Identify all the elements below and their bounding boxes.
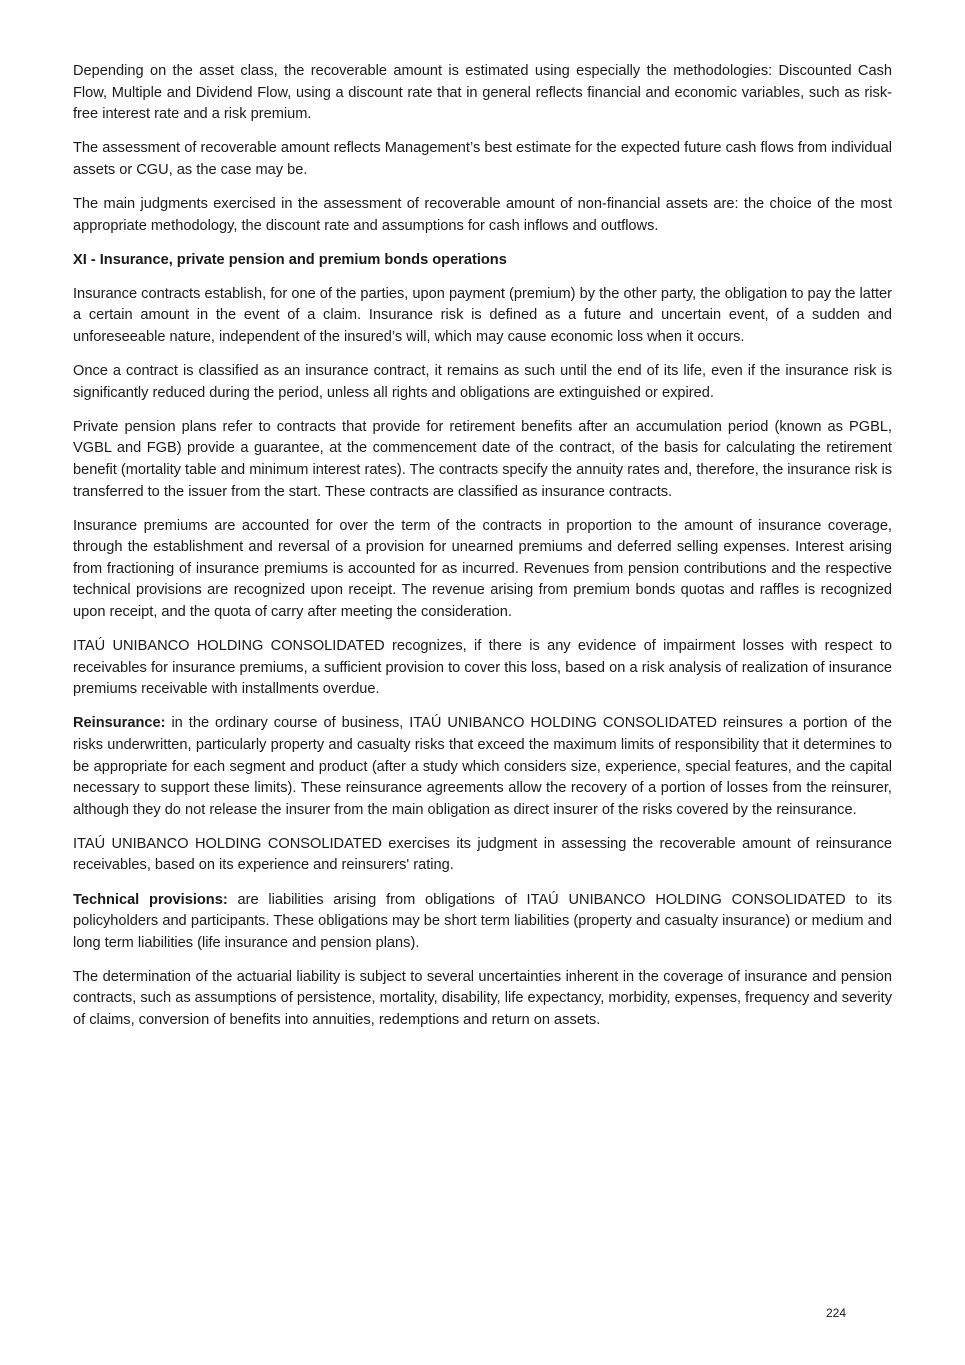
paragraph-impairment-receivables: ITAÚ UNIBANCO HOLDING CONSOLIDATED recognizes, if there is any evidence of impairment losses with respect to receivables for insurance premiums, a sufficient provision to cover this loss, based on a risk analysis of realization of insurance premiums receivable with installments overdue. <box>73 638 892 698</box>
reinsurance-label: Reinsurance: <box>73 715 166 732</box>
paragraph-reinsurance <box>73 713 892 821</box>
document-page <box>73 61 892 1044</box>
paragraph-insurance-contracts: Insurance contracts establish, for one of the parties, upon payment (premium) by the other party, the obligation to pay the latter a certain amount in the event of a claim. Insurance risk is defined as a future and uncertain event, of a sudden and unforeseeable nature, independent of the insured’s will, which may cause economic loss when it occurs. <box>73 285 892 345</box>
technical-provisions-label: Technical provisions: <box>73 891 228 908</box>
paragraph-insurance-premiums: Insurance premiums are accounted for over the term of the contracts in proportion to the amount of insurance coverage, through the establishment and reversal of a provision for unearned premiums and deferred selling expenses. Interest arising from fractioning of insurance premiums is accounted for as incurred. Revenues from pension contributions and the respective technical provisions are recognized upon receipt. The revenue arising from premium bonds quotas and raffles is recognized upon receipt, and the quota of carry after meeting the consideration. <box>73 517 892 620</box>
paragraph-recoverable-methodologies: Depending on the asset class, the recoverable amount is estimated using especially the methodologies: Discounted Cash Flow, Multiple and Dividend Flow, using a discount rate that in general reflects financial and economic variables, such as risk-free interest rate and a risk premium. <box>73 63 892 123</box>
page-number: 224 <box>826 1306 847 1320</box>
paragraph-recoverable-assessment: The assessment of recoverable amount reflects Management’s best estimate for the expected future cash flows from individual assets or CGU, as the case may be. <box>73 140 892 178</box>
paragraph-actuarial-liability: The determination of the actuarial liability is subject to several uncertainties inherent in the coverage of insurance and pension contracts, such as assumptions of persistence, mortality, disability, life expectancy, morbidity, expenses, frequency and severity of claims, conversion of benefits into annuities, redemptions and return on assets. <box>73 968 892 1028</box>
paragraph-private-pension: Private pension plans refer to contracts that provide for retirement benefits after an accumulation period (known as PGBL, VGBL and FGB) provide a guarantee, at the commencement date of the contract, of the basis for calculating the retirement benefit (mortality table and minimum interest rates). The contracts specify the annuity rates and, therefore, the insurance risk is transferred to the issuer from the start. These contracts are classified as insurance contracts. <box>73 418 892 500</box>
technical-provisions-text: are liabilities arising from obligations of ITAÚ UNIBANCO HOLDING CONSOLIDATED to its policyholders and participants. These obligations may be short term liabilities (property and casualty insurance) or medium and long term liabilities (life insurance and pension plans). <box>73 891 892 951</box>
paragraph-contract-classification: Once a contract is classified as an insurance contract, it remains as such until the end of its life, even if the insurance risk is significantly reduced during the period, unless all rights and obligations are extinguished or expired. <box>73 363 892 401</box>
paragraph-main-judgments: The main judgments exercised in the assessment of recoverable amount of non-financial assets are: the choice of the most appropriate methodology, the discount rate and assumptions for cash inflows and outflows. <box>73 195 892 234</box>
section-heading-insurance: XI - Insurance, private pension and premium bonds operations <box>73 251 507 268</box>
reinsurance-text: in the ordinary course of business, ITAÚ UNIBANCO HOLDING CONSOLIDATED reinsures a portion of the risks underwritten, particularly property and casualty risks that exceed the maximum limits of responsibility that it determines to be appropriate for each segment and product (after a study which considers size, experience, special features, and the capital necessary to support these limits). These reinsurance agreements allow the recovery of a portion of losses from the reinsurer, although they do not release the insurer from the main obligation as direct insurer of the risks covered by the reinsurance. <box>73 715 892 818</box>
paragraph-technical-provisions <box>73 890 892 955</box>
paragraph-reinsurance-judgment: ITAÚ UNIBANCO HOLDING CONSOLIDATED exercises its judgment in assessing the recoverable amount of reinsurance receivables, based on its experience and reinsurers' rating. <box>73 835 892 874</box>
